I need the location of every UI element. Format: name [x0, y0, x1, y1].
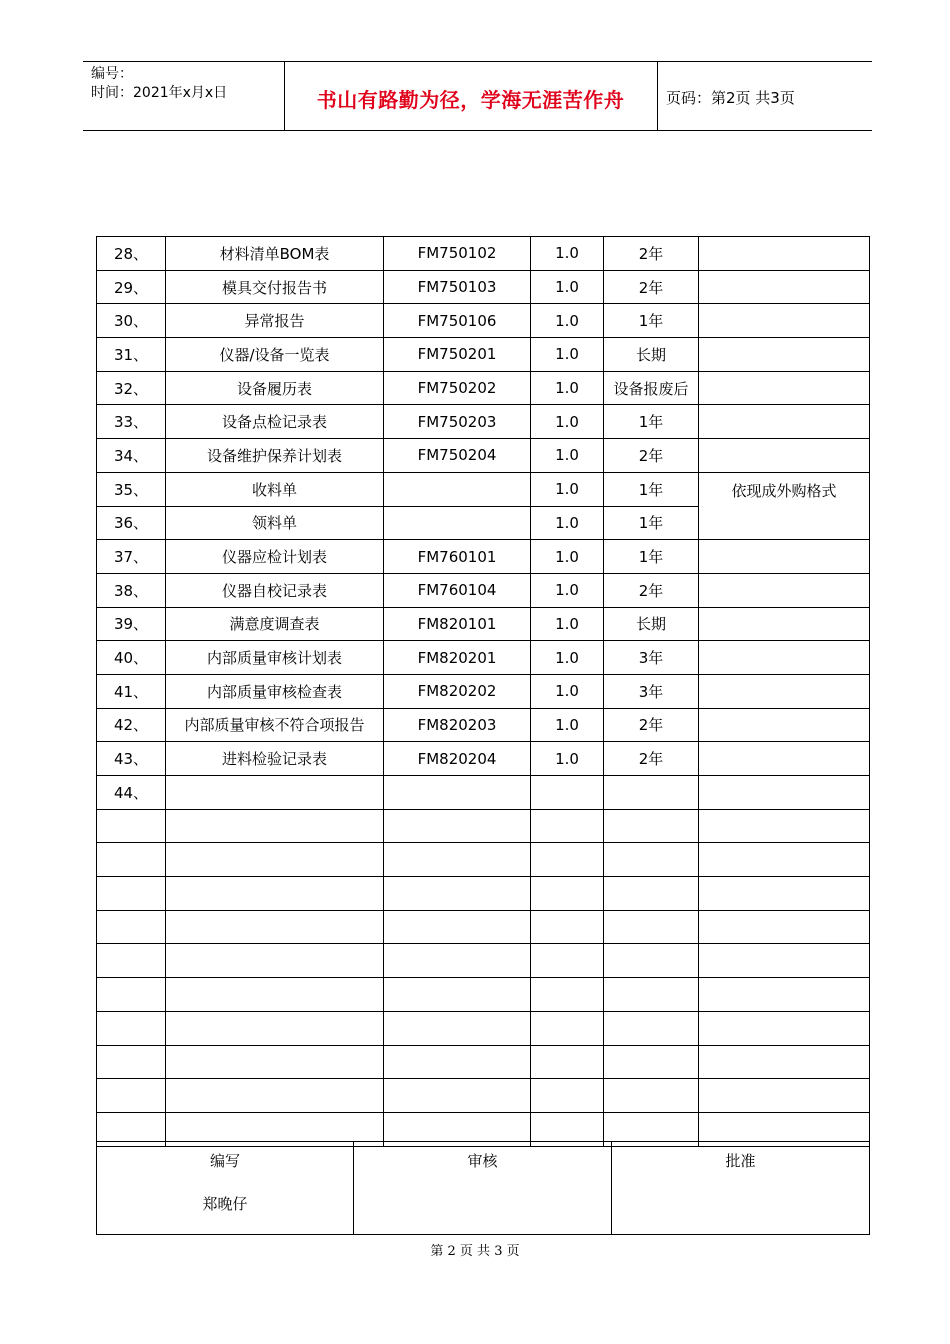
- retention-period: 1年: [604, 540, 699, 574]
- table-row: [97, 708, 870, 742]
- row-number: [97, 1079, 166, 1113]
- retention-period: [604, 1011, 699, 1045]
- form-code: FM760104: [384, 573, 531, 607]
- form-code: [384, 910, 531, 944]
- row-number: [97, 910, 166, 944]
- remarks: [699, 708, 870, 742]
- form-version: 1.0: [531, 270, 604, 304]
- form-code: [384, 1079, 531, 1113]
- form-code: [384, 506, 531, 540]
- form-name: 仪器应检计划表: [166, 540, 384, 574]
- remarks: 依现成外购格式: [699, 472, 870, 539]
- retention-period: 1年: [604, 472, 699, 506]
- remarks: [699, 237, 870, 271]
- row-number: 38、: [97, 573, 166, 607]
- form-list-table: [96, 236, 870, 1147]
- form-name: [166, 843, 384, 877]
- row-number: 32、: [97, 371, 166, 405]
- row-number: 40、: [97, 641, 166, 675]
- remarks: [699, 540, 870, 574]
- form-name: 满意度调查表: [166, 607, 384, 641]
- row-number: 28、: [97, 237, 166, 271]
- document-time: 时间：2021年x月x日: [91, 85, 228, 101]
- table-row: [97, 877, 870, 911]
- form-name: 收料单: [166, 472, 384, 506]
- row-number: 37、: [97, 540, 166, 574]
- form-code: FM750103: [384, 270, 531, 304]
- prepared-label: 编写: [209, 1152, 240, 1170]
- table-row: [97, 371, 870, 405]
- form-name: [166, 1079, 384, 1113]
- form-code: FM750201: [384, 338, 531, 372]
- remarks: [699, 1045, 870, 1079]
- form-name: [166, 978, 384, 1012]
- remarks: [699, 674, 870, 708]
- retention-period: 长期: [604, 607, 699, 641]
- form-version: [531, 1045, 604, 1079]
- form-version: 1.0: [531, 641, 604, 675]
- header-divider: [657, 62, 658, 130]
- page-header: [83, 61, 872, 131]
- remarks: [699, 270, 870, 304]
- form-version: 1.0: [531, 573, 604, 607]
- form-code: [384, 809, 531, 843]
- retention-period: [604, 776, 699, 810]
- retention-period: 2年: [604, 708, 699, 742]
- form-name: 进料检验记录表: [166, 742, 384, 776]
- header-motto: 书山有路勤为径，学海无涯苦作舟: [316, 88, 625, 112]
- form-code: FM760101: [384, 540, 531, 574]
- row-number: 29、: [97, 270, 166, 304]
- form-name: 模具交付报告书: [166, 270, 384, 304]
- table-row: [97, 674, 870, 708]
- form-code: [384, 843, 531, 877]
- table-row: [97, 641, 870, 675]
- form-code: [384, 877, 531, 911]
- retention-period: 3年: [604, 674, 699, 708]
- row-number: 41、: [97, 674, 166, 708]
- form-name: 材料清单BOM表: [166, 237, 384, 271]
- remarks: [699, 607, 870, 641]
- page-footer: 第 2 页 共 3 页: [430, 1244, 520, 1259]
- document-number-label: 编号：: [91, 66, 133, 82]
- table-row: [97, 237, 870, 271]
- reviewed-label: 审核: [467, 1152, 498, 1170]
- form-name: 设备履历表: [166, 371, 384, 405]
- row-number: [97, 944, 166, 978]
- form-version: 1.0: [531, 472, 604, 506]
- remarks: [699, 944, 870, 978]
- form-code: FM750106: [384, 304, 531, 338]
- form-list-body: [97, 237, 870, 1147]
- form-version: 1.0: [531, 439, 604, 473]
- form-version: [531, 877, 604, 911]
- remarks: [699, 809, 870, 843]
- remarks: [699, 1079, 870, 1113]
- table-row: [97, 270, 870, 304]
- remarks: [699, 978, 870, 1012]
- form-code: [384, 1045, 531, 1079]
- form-name: 内部质量审核检查表: [166, 674, 384, 708]
- table-row: [97, 1011, 870, 1045]
- form-version: 1.0: [531, 237, 604, 271]
- remarks: [699, 1011, 870, 1045]
- remarks: [699, 371, 870, 405]
- remarks: [699, 641, 870, 675]
- form-code: FM820201: [384, 641, 531, 675]
- table-row: [97, 776, 870, 810]
- table-row: [97, 978, 870, 1012]
- retention-period: 3年: [604, 641, 699, 675]
- form-name: 设备点检记录表: [166, 405, 384, 439]
- retention-period: 1年: [604, 304, 699, 338]
- prepared-cell: [97, 1142, 354, 1235]
- form-version: 1.0: [531, 338, 604, 372]
- remarks: [699, 877, 870, 911]
- form-version: [531, 843, 604, 877]
- table-row: [97, 304, 870, 338]
- form-code: FM750102: [384, 237, 531, 271]
- remarks: [699, 439, 870, 473]
- retention-period: [604, 1045, 699, 1079]
- header-page-info: 页码：第2页 共3页: [666, 89, 795, 107]
- row-number: [97, 978, 166, 1012]
- form-code: FM820203: [384, 708, 531, 742]
- row-number: 34、: [97, 439, 166, 473]
- form-name: [166, 776, 384, 810]
- retention-period: 2年: [604, 742, 699, 776]
- retention-period: 长期: [604, 338, 699, 372]
- form-code: FM820204: [384, 742, 531, 776]
- remarks: [699, 338, 870, 372]
- row-number: 33、: [97, 405, 166, 439]
- row-number: 42、: [97, 708, 166, 742]
- form-name: 仪器/设备一览表: [166, 338, 384, 372]
- table-row: [97, 439, 870, 473]
- row-number: 35、: [97, 472, 166, 506]
- form-version: [531, 1079, 604, 1113]
- form-name: 异常报告: [166, 304, 384, 338]
- form-code: [384, 978, 531, 1012]
- form-name: 内部质量审核不符合项报告: [166, 708, 384, 742]
- form-name: [166, 809, 384, 843]
- table-row: [97, 540, 870, 574]
- retention-period: [604, 944, 699, 978]
- form-version: [531, 776, 604, 810]
- form-code: FM750204: [384, 439, 531, 473]
- row-number: 44、: [97, 776, 166, 810]
- approved-label: 批准: [725, 1152, 756, 1170]
- form-code: [384, 776, 531, 810]
- row-number: 31、: [97, 338, 166, 372]
- prepared-by: 郑晚仔: [202, 1195, 248, 1213]
- retention-period: 2年: [604, 439, 699, 473]
- form-name: [166, 910, 384, 944]
- form-version: [531, 910, 604, 944]
- remarks: [699, 843, 870, 877]
- row-number: [97, 809, 166, 843]
- table-row: [97, 607, 870, 641]
- reviewed-cell: [354, 1142, 612, 1235]
- row-number: [97, 843, 166, 877]
- form-name: [166, 877, 384, 911]
- retention-period: [604, 978, 699, 1012]
- retention-period: [604, 843, 699, 877]
- form-name: 领料单: [166, 506, 384, 540]
- form-version: 1.0: [531, 540, 604, 574]
- retention-period: 2年: [604, 237, 699, 271]
- form-version: 1.0: [531, 371, 604, 405]
- approved-cell: [612, 1142, 870, 1235]
- row-number: 39、: [97, 607, 166, 641]
- form-code: FM750202: [384, 371, 531, 405]
- retention-period: [604, 910, 699, 944]
- form-name: [166, 944, 384, 978]
- remarks: [699, 776, 870, 810]
- table-row: [97, 843, 870, 877]
- table-row: [97, 472, 870, 506]
- table-row: [97, 742, 870, 776]
- table-row: [97, 573, 870, 607]
- form-name: [166, 1011, 384, 1045]
- table-row: [97, 338, 870, 372]
- form-name: [166, 1045, 384, 1079]
- row-number: 43、: [97, 742, 166, 776]
- remarks: [699, 910, 870, 944]
- signoff-table: [96, 1141, 870, 1235]
- row-number: [97, 877, 166, 911]
- retention-period: 设备报废后: [604, 371, 699, 405]
- form-version: [531, 809, 604, 843]
- table-row: [97, 910, 870, 944]
- row-number: 36、: [97, 506, 166, 540]
- form-version: 1.0: [531, 304, 604, 338]
- remarks: [699, 405, 870, 439]
- header-meta: [91, 65, 227, 103]
- row-number: 30、: [97, 304, 166, 338]
- form-version: 1.0: [531, 607, 604, 641]
- form-code: FM820101: [384, 607, 531, 641]
- remarks: [699, 742, 870, 776]
- form-version: 1.0: [531, 506, 604, 540]
- form-code: [384, 944, 531, 978]
- form-name: 内部质量审核计划表: [166, 641, 384, 675]
- form-version: 1.0: [531, 405, 604, 439]
- row-number: [97, 1045, 166, 1079]
- remarks: [699, 304, 870, 338]
- retention-period: [604, 877, 699, 911]
- form-version: [531, 1011, 604, 1045]
- table-row: [97, 809, 870, 843]
- row-number: [97, 1011, 166, 1045]
- retention-period: [604, 1079, 699, 1113]
- form-code: [384, 472, 531, 506]
- form-code: FM820202: [384, 674, 531, 708]
- form-name: 设备维护保养计划表: [166, 439, 384, 473]
- retention-period: 1年: [604, 506, 699, 540]
- retention-period: [604, 809, 699, 843]
- form-version: [531, 944, 604, 978]
- form-version: 1.0: [531, 742, 604, 776]
- table-row: [97, 405, 870, 439]
- retention-period: 2年: [604, 270, 699, 304]
- form-code: FM750203: [384, 405, 531, 439]
- form-name: 仪器自校记录表: [166, 573, 384, 607]
- retention-period: 1年: [604, 405, 699, 439]
- remarks: [699, 573, 870, 607]
- retention-period: 2年: [604, 573, 699, 607]
- table-row: [97, 1079, 870, 1113]
- table-row: [97, 1045, 870, 1079]
- form-version: 1.0: [531, 708, 604, 742]
- form-version: 1.0: [531, 674, 604, 708]
- form-version: [531, 978, 604, 1012]
- table-row: [97, 944, 870, 978]
- form-code: [384, 1011, 531, 1045]
